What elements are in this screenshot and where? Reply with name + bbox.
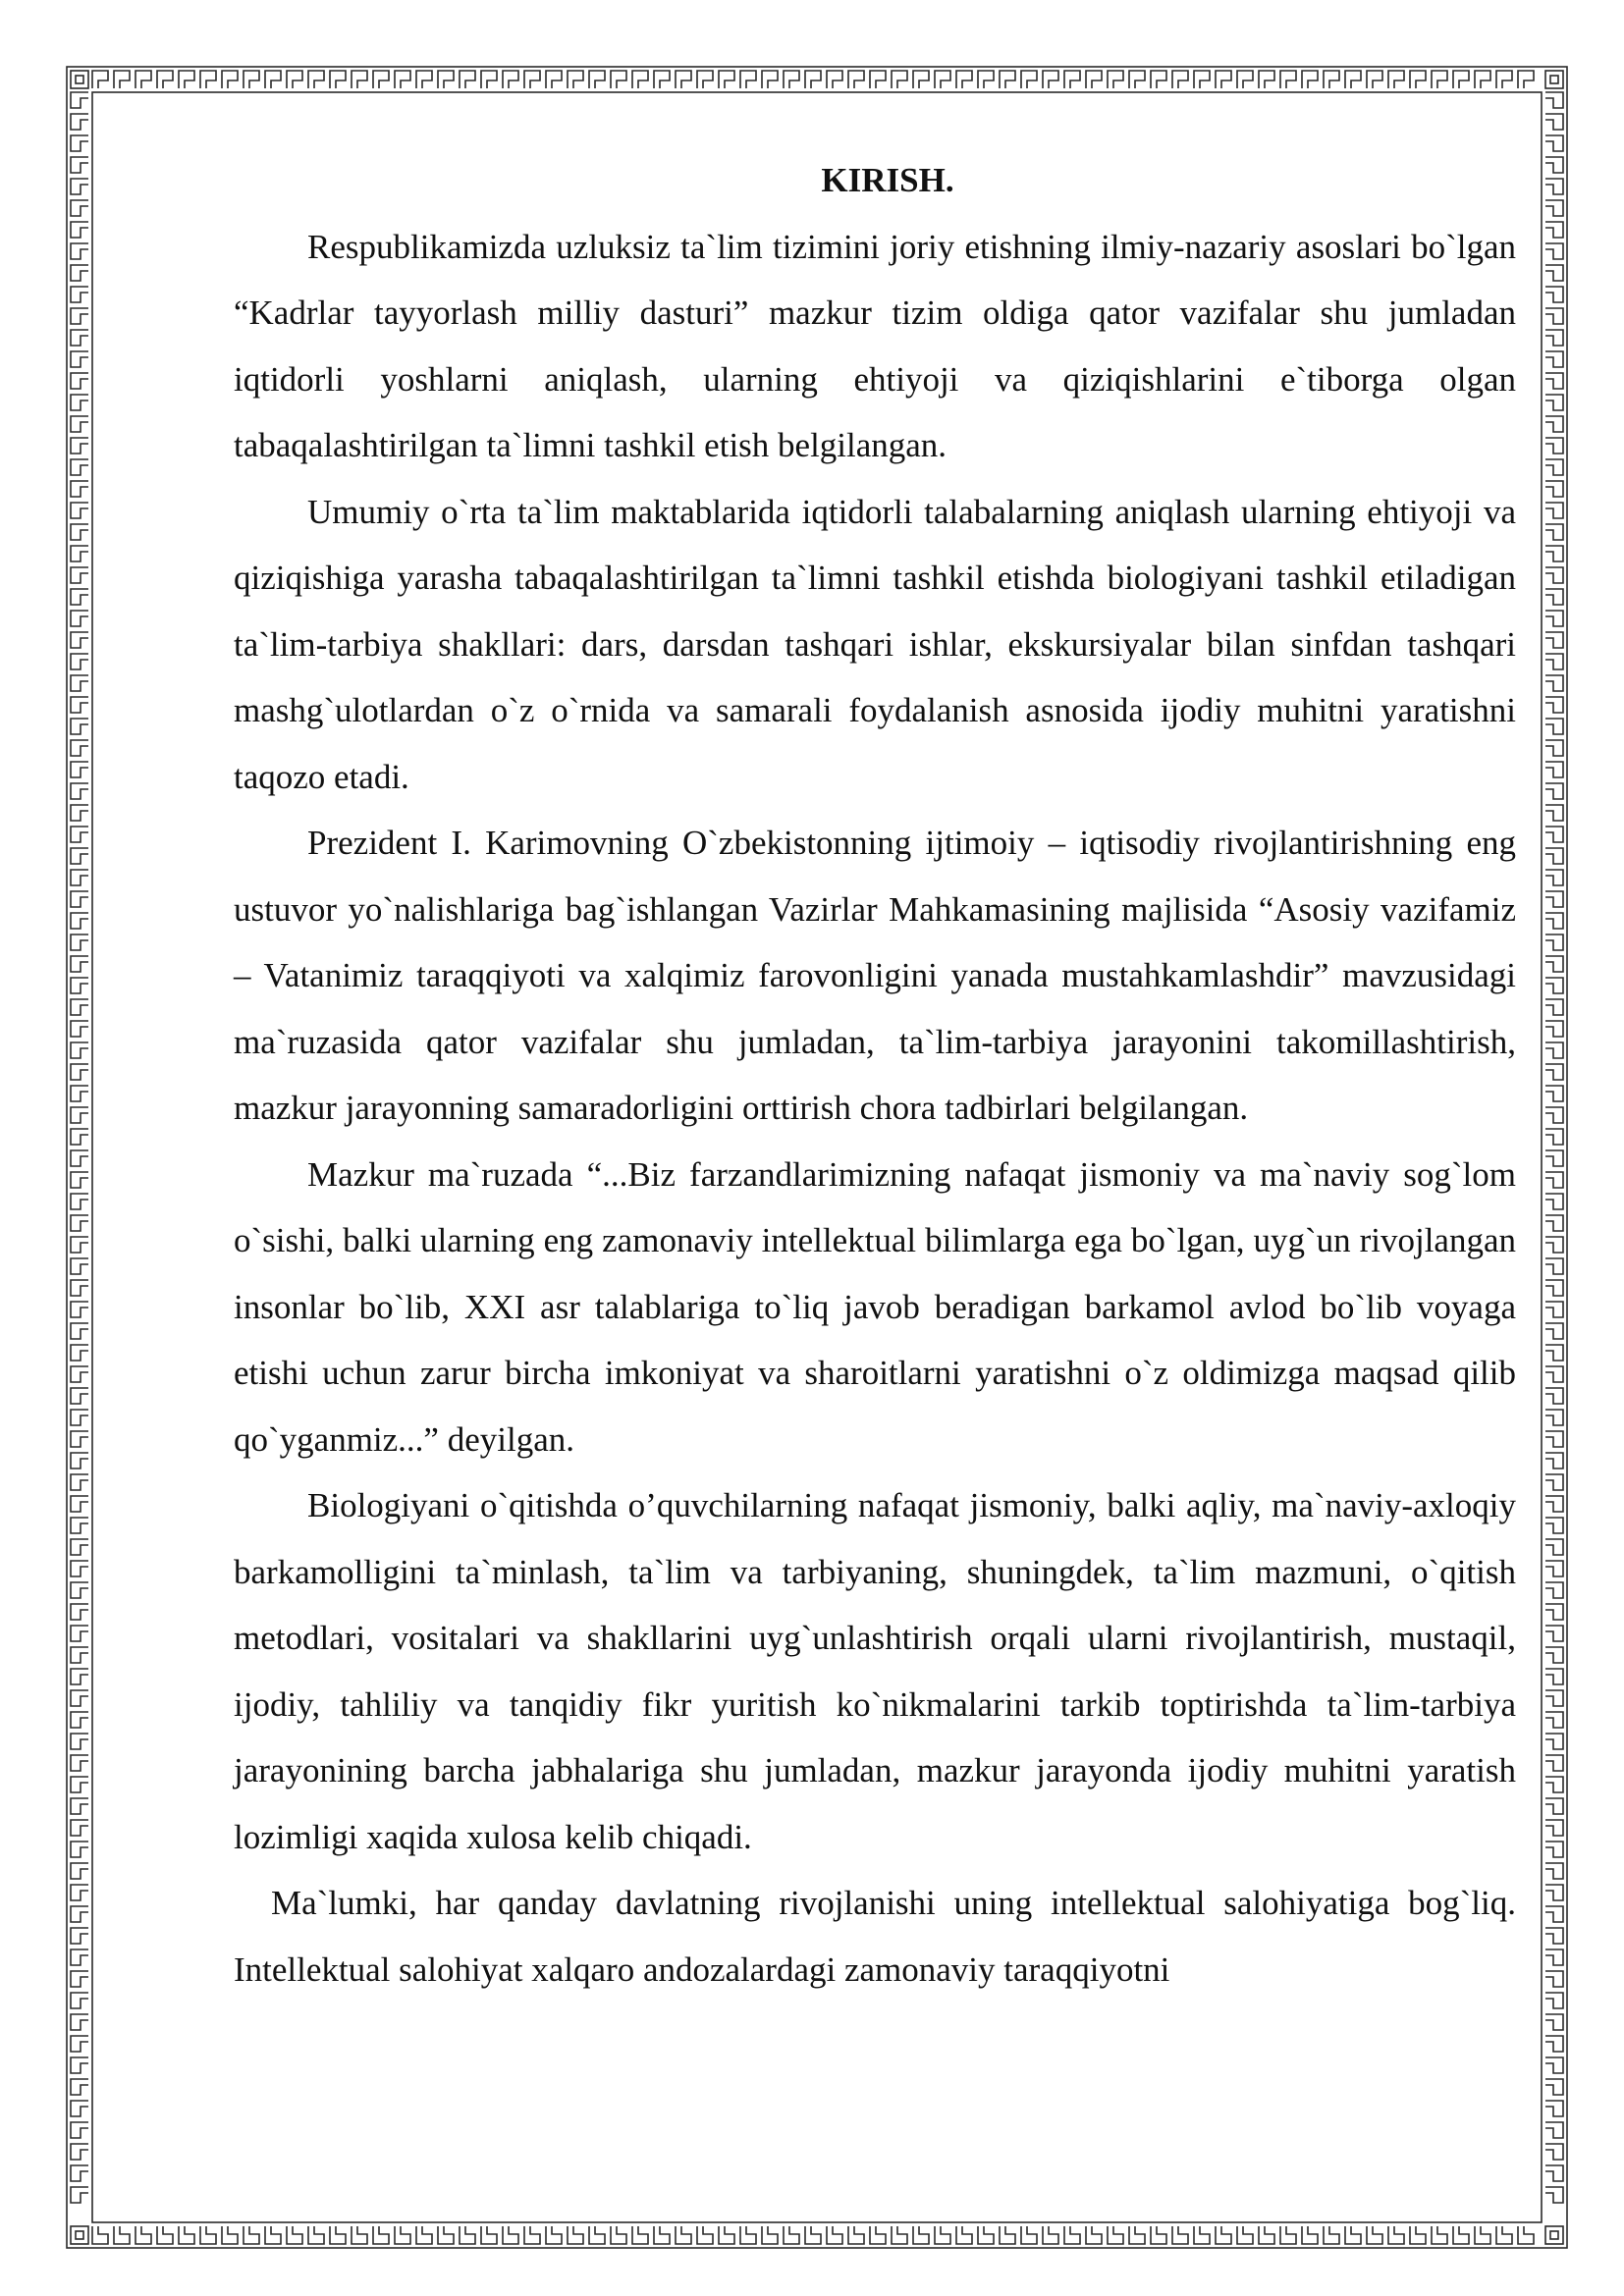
paragraph-1: Respublikamizda uzluksiz ta`lim tizimini joriy etishning ilmiy-nazariy asoslari bo`lgan “Kadrlar tayyorlash milliy dasturi” mazkur tizim oldiga qator vazifalar shu jumladan iqtidorli yoshlarni aniqlash, ularning ehtiyoji va qiziqishlarini e`tiborga olgan tabaqalashtirilgan ta`limni tashkil etish belgilangan. xyxy=(234,227,1516,464)
paragraph-4: Mazkur ma`ruzada “...Biz farzandlarimizning nafaqat jismoniy va ma`naviy sog`lom o`sishi, balki ularning eng zamonaviy intellektual bilimlarga ega bo`lgan, uyg`un rivojlangan insonlar bo`lib, XXI asr talablariga to`liq javob beradigan barkamol avlod bo`lib voyaga etishi uchun zarur bircha imkoniyat va sharoitlarni yaratishni o`z oldimizga maqsad qilib qo`yganmiz...” deyilgan. xyxy=(234,1154,1516,1459)
paragraph-3: Prezident I. Karimovning O`zbekistonning ijtimoiy – iqtisodiy rivojlantirishning eng ustuvor yo`nalishlariga bag`ishlangan Vazirlar Mahkamasining majlisida “Asosiy vazifamiz – Vatanimiz taraqqiyoti va xalqimiz farovonligini yanada mustahkamlashdir” mavzusidagi ma`ruzasida qator vazifalar shu jumladan, ta`lim-tarbiya jarayonini takomillashtirish, mazkur jarayonning samaradorligini orttirish chora tadbirlari belgilangan. xyxy=(234,824,1516,1127)
paragraph-6: Ma`lumki, har qanday davlatning rivojlanishi uning intellektual salohiyatiga bog`liq. Intellektual salohiyat xalqaro andozalardagi zamonaviy taraqqiyotni xyxy=(234,1884,1516,1989)
paragraph-2: Umumiy o`rta ta`lim maktablarida iqtidorli talabalarning aniqlash ularning ehtiyoji va qiziqishiga yarasha tabaqalashtirilgan ta`limni tashkil etishda biologiyani tashkil etiladigan ta`lim-tarbiya shakllari: dars, darsdan tashqari ishlar, ekskursiyalar bilan sinfdan tashqari mashg`ulotlardan o`z o`rnida va samarali foydalanish asnosida ijodiy muhitni yaratishni taqozo etadi. xyxy=(234,492,1516,796)
document-body xyxy=(234,147,1516,2002)
paragraph-5: Biologiyani o`qitishda o’quvchilarning nafaqat jismoniy, balki aqliy, ma`naviy-axloqiy barkamolligini ta`minlash, ta`lim va tarbiyaning, shuningdek, ta`lim mazmuni, o`qitish metodlari, vositalari va shakllarini uyg`unlashtirish orqali ularni rivojlantirish, mustaqil, ijodiy, tahliliy va tanqidiy fikr yuritish ko`nikmalarini tarkib toptirishda ta`lim-tarbiya jarayonining barcha jabhalariga shu jumladan, mazkur jarayonda ijodiy muhitni yaratish lozimligi xaqida xulosa kelib chiqadi. xyxy=(234,1486,1516,1856)
document-title: KIRISH. xyxy=(821,161,954,199)
